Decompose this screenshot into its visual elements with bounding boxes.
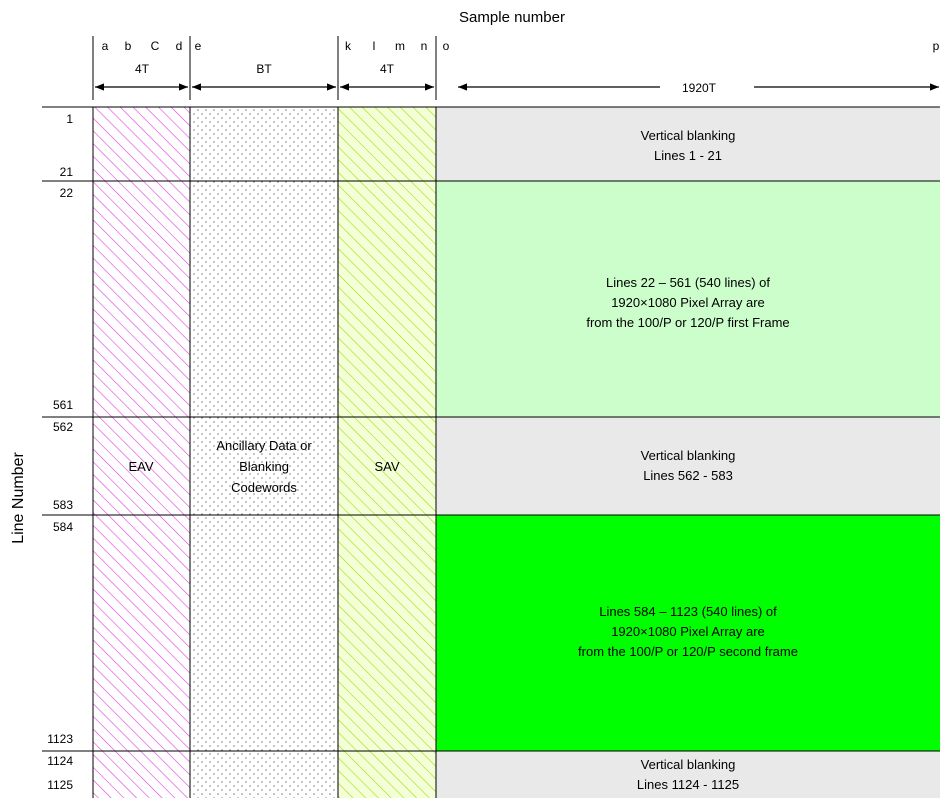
duration-eav: 4T bbox=[134, 62, 150, 76]
sample-letters bbox=[102, 39, 940, 53]
sample-letter-a: a bbox=[101, 39, 109, 53]
sample-letter-e: e bbox=[194, 39, 202, 53]
ancillary-label-line-2: Blanking bbox=[239, 459, 289, 474]
sample-letter-b: b bbox=[124, 39, 132, 53]
line-number-561: 561 bbox=[52, 398, 73, 412]
vblank-1-text-line-2: Lines 1 - 21 bbox=[654, 148, 722, 163]
line-number-21: 21 bbox=[59, 165, 73, 179]
sav-label: SAV bbox=[374, 459, 400, 474]
vblank-3-text-line-2: Lines 1124 - 1125 bbox=[636, 777, 740, 792]
frame-1-text-line-2: 1920×1080 Pixel Array are bbox=[611, 295, 765, 310]
sample-letter-d: d bbox=[175, 39, 183, 53]
line-number-584: 584 bbox=[52, 520, 73, 534]
diagram-title: Sample number bbox=[459, 9, 565, 26]
y-axis-label: Line Number bbox=[10, 452, 27, 544]
line-number-1123: 1123 bbox=[47, 732, 73, 746]
vblank-1-text-line-1: Vertical blanking bbox=[640, 128, 736, 143]
vblank-2-text-line-1: Vertical blanking bbox=[640, 448, 736, 463]
sample-letter-n: n bbox=[420, 39, 428, 53]
line-number-1125: 1125 bbox=[47, 778, 73, 792]
line-number-583: 583 bbox=[52, 498, 73, 512]
frame-2-text-line-3: from the 100/P or 120/P second frame bbox=[578, 644, 798, 659]
vblank-2-text-line-2: Lines 562 - 583 bbox=[643, 468, 733, 483]
frame-2-text-line-1: Lines 584 – 1123 (540 lines) of bbox=[599, 604, 777, 619]
frame-1-text-line-1: Lines 22 – 561 (540 lines) of bbox=[605, 275, 771, 290]
line-number-1124: 1124 bbox=[47, 754, 73, 768]
block-vblank-1 bbox=[436, 107, 940, 181]
vblank-3-text-line-1: Vertical blanking bbox=[640, 757, 736, 772]
sample-letter-c: C bbox=[150, 39, 160, 53]
ancillary-label-line-1: Ancillary Data or bbox=[216, 438, 312, 453]
frame-1-text-line-3: from the 100/P or 120/P first Frame bbox=[586, 315, 790, 330]
line-number-22: 22 bbox=[59, 186, 73, 200]
sample-letter-l: l bbox=[372, 39, 376, 53]
sample-letter-k: k bbox=[345, 39, 351, 53]
frame-2-text-line-2: 1920×1080 Pixel Array are bbox=[611, 624, 765, 639]
duration-active: 1920T bbox=[681, 81, 717, 95]
eav-column bbox=[93, 107, 190, 798]
sample-letter-o: o bbox=[442, 39, 450, 53]
eav-label: EAV bbox=[128, 459, 154, 474]
duration-sav: 4T bbox=[379, 62, 395, 76]
line-number-1: 1 bbox=[66, 112, 73, 126]
line-numbers bbox=[47, 112, 73, 792]
duration-bt: BT bbox=[256, 62, 272, 76]
ancillary-label-line-3: Codewords bbox=[231, 480, 297, 495]
sample-letter-m: m bbox=[395, 39, 405, 53]
sample-letter-p: p bbox=[932, 39, 940, 53]
sav-column bbox=[338, 107, 436, 798]
line-number-562: 562 bbox=[52, 420, 73, 434]
block-vblank-2 bbox=[436, 417, 940, 515]
